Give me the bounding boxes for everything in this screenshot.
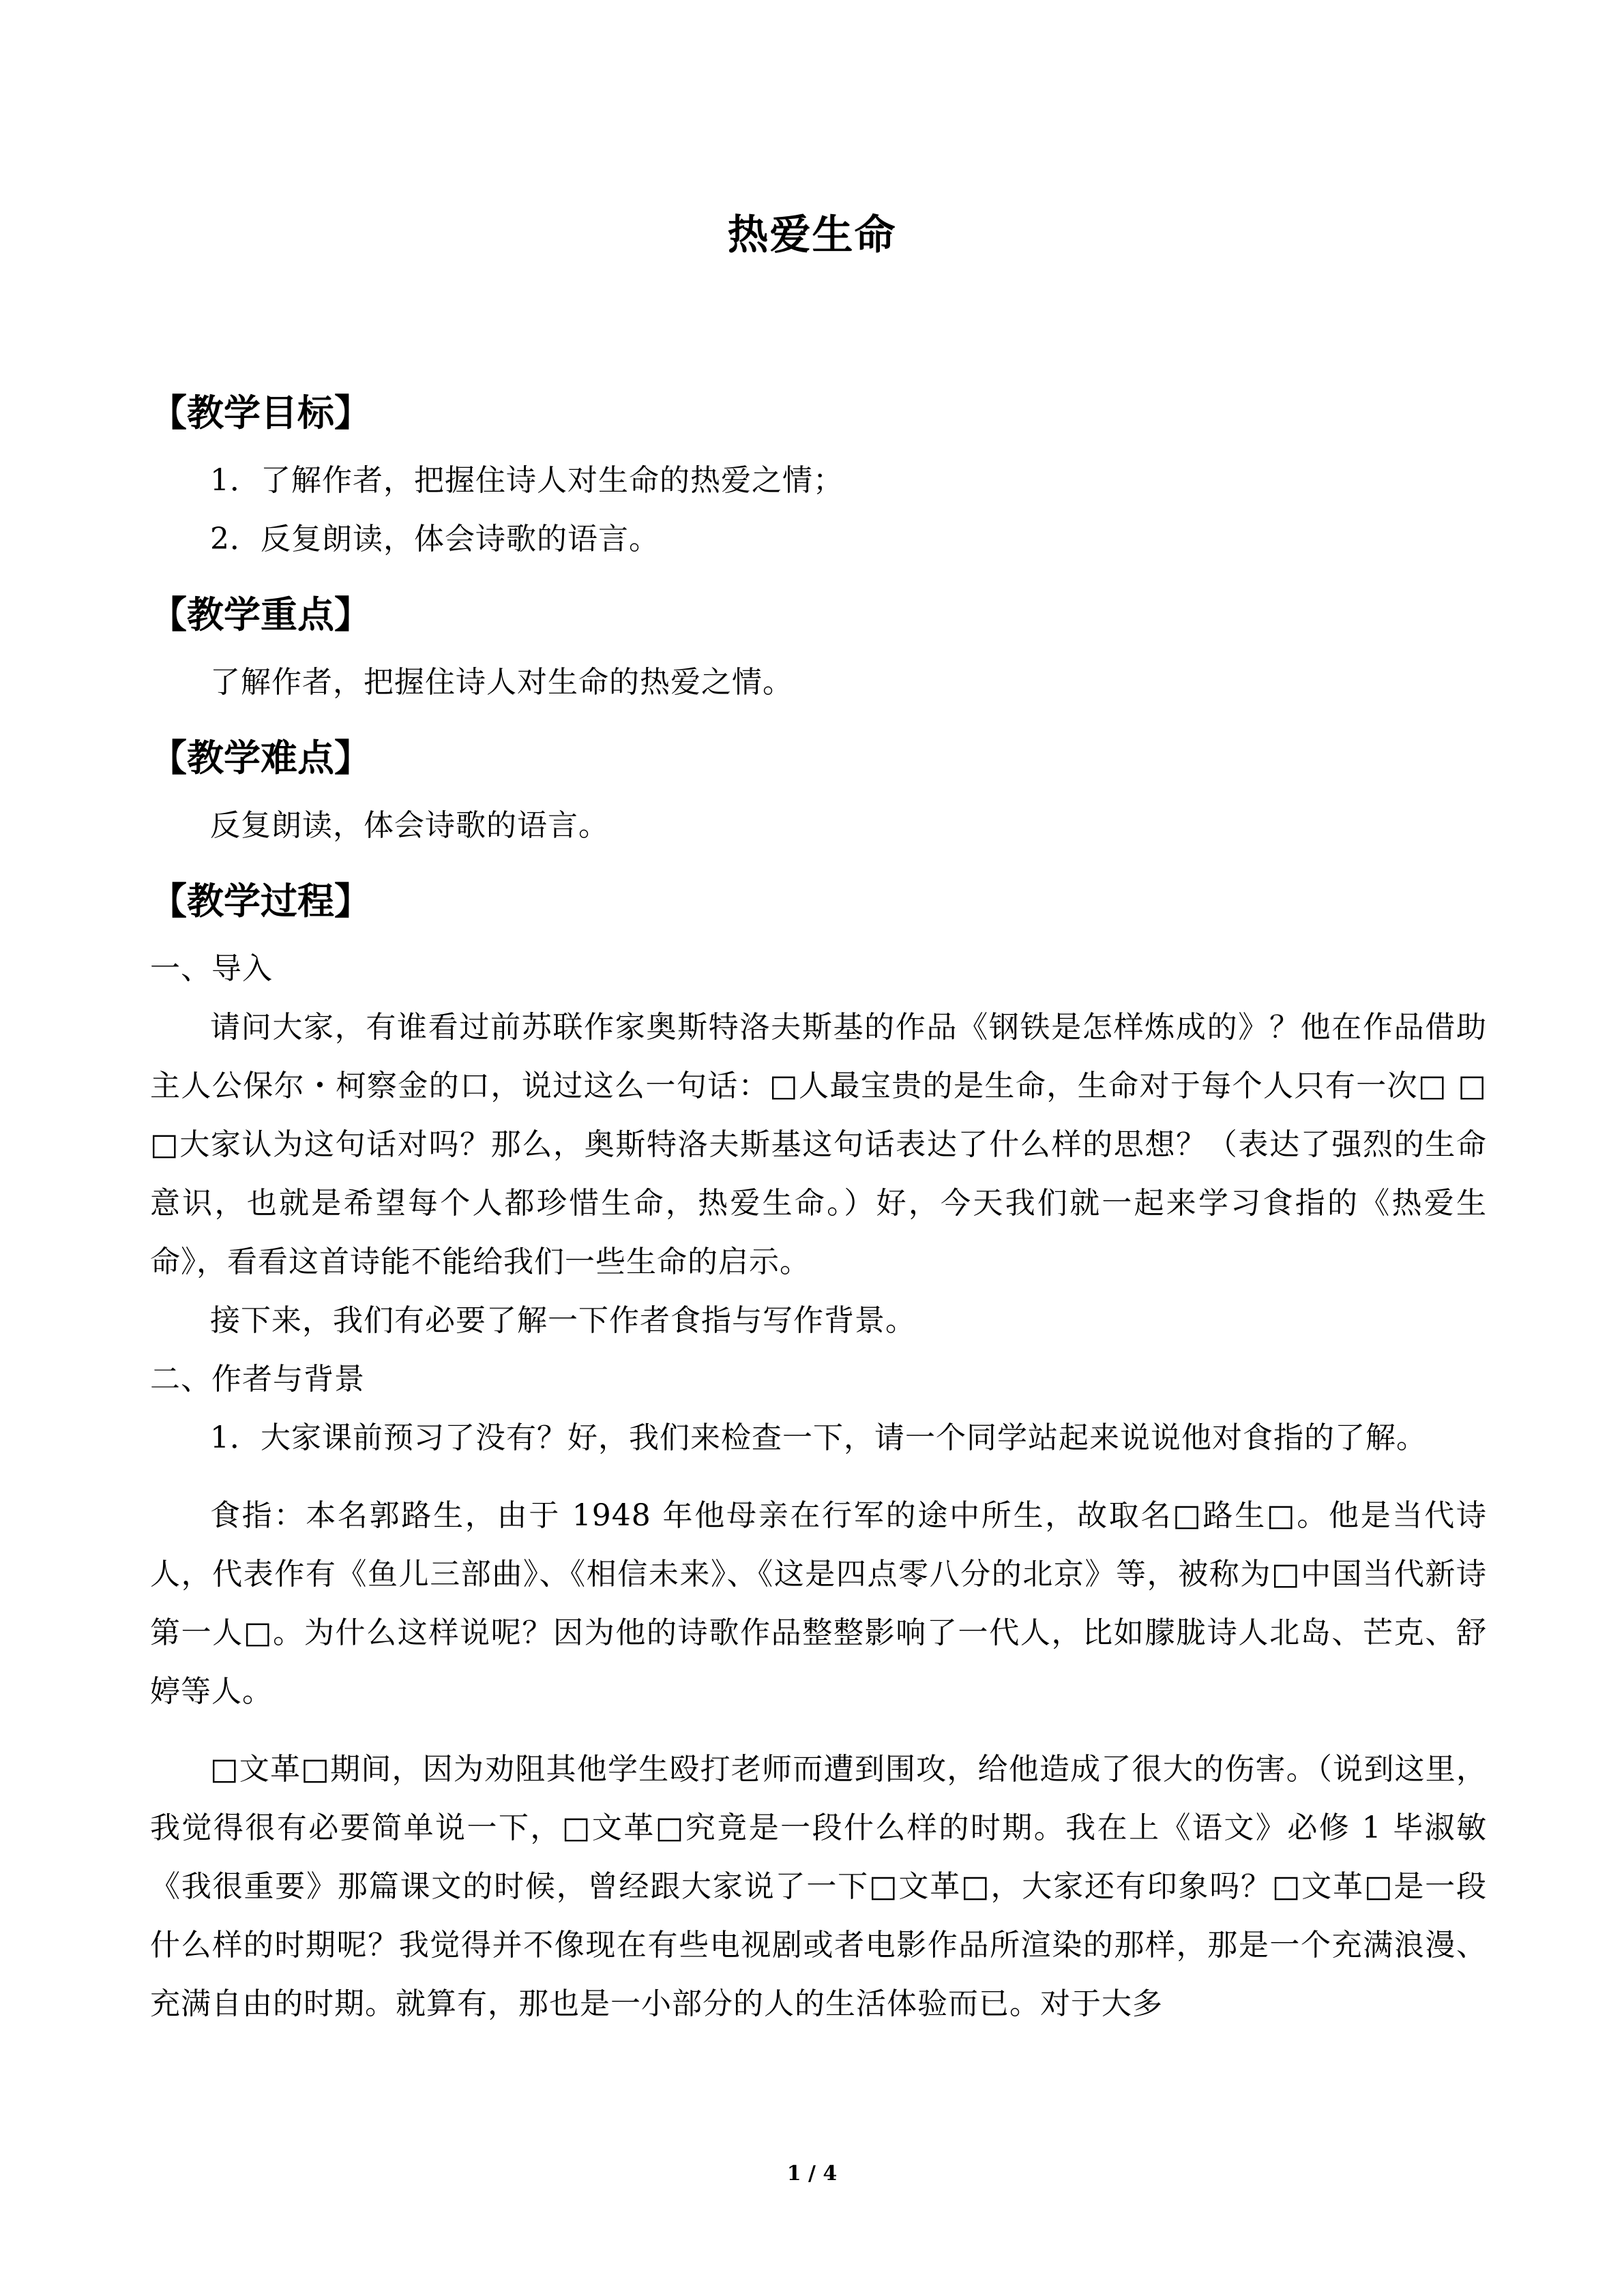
process-part2-title: 二、作者与背景 [150,1362,365,1397]
process-part2-paragraph-1: 1．大家课前预习了没有？好，我们来检查一下，请一个同学站起来说说他对食指的了解。 [210,1420,1427,1455]
heading-key-points: 【教学重点】 [150,593,371,636]
process-part1-title: 一、导入 [150,951,273,986]
heading-difficulties: 【教学难点】 [150,736,371,779]
document-body [150,382,1487,2033]
heading-process: 【教学过程】 [150,879,371,923]
difficulties-text: 反复朗读，体会诗歌的语言。 [210,808,609,843]
process-part2-paragraph-3: □文革□期间，因为劝阻其他学生殴打老师而遭到围攻，给他造成了很大的伤害。（说到这里，我觉得很有必要简单说一下，□文革□究竟是一段什么样的时期。我在上《语文》必修 1 毕淑敏《我很重要》那篇课文的时候，曾经跟大家说了一下□文革□，大家还有印象吗？□文革□是一段什么样的时期呢？我觉得并不像现在有些电视剧或者电影作品所渲染的那样，那是一个充满浪漫、充满自由的时期。就算有，那也是一小部分的人的生活体验而已。对于大多 [150,1752,1487,2021]
key-points-text: 了解作者，把握住诗人对生命的热爱之情。 [210,665,793,700]
process-part1-paragraph-2: 接下来，我们有必要了解一下作者食指与写作背景。 [210,1303,916,1338]
process-part2-paragraph-2: 食指：本名郭路生，由于 1948 年他母亲在行军的途中所生，故取名□路生□。他是当代诗人，代表作有《鱼儿三部曲》、《相信未来》、《这是四点零八分的北京》等，被称为□中国当代新诗第一人□。为什么这样说呢？因为他的诗歌作品整整影响了一代人，比如朦胧诗人北岛、芒克、舒婷等人。 [150,1498,1487,1709]
page-title: 热爱生命 [727,211,897,259]
objective-item-1: 1．了解作者，把握住诗人对生命的热爱之情； [210,463,844,498]
page-number: 1 / 4 [786,2162,838,2186]
objective-item-2: 2．反复朗读，体会诗歌的语言。 [210,522,660,556]
process-part1-paragraph-1: 请问大家，有谁看过前苏联作家奥斯特洛夫斯基的作品《钢铁是怎样炼成的》？他在作品借助主人公保尔・柯察金的口，说过这么一句话：□人最宝贵的是生命，生命对于每个人只有一次□ □ □大家认为这句话对吗？那么，奥斯特洛夫斯基这句话表达了什么样的思想？（表达了强烈的生命意识，也就是希望每个人都珍惜生命，热爱生命。）好，今天我们就一起来学习食指的《热爱生命》，看看这首诗能不能给我们一些生命的启示。 [150,1010,1487,1279]
heading-objectives: 【教学目标】 [150,391,371,434]
